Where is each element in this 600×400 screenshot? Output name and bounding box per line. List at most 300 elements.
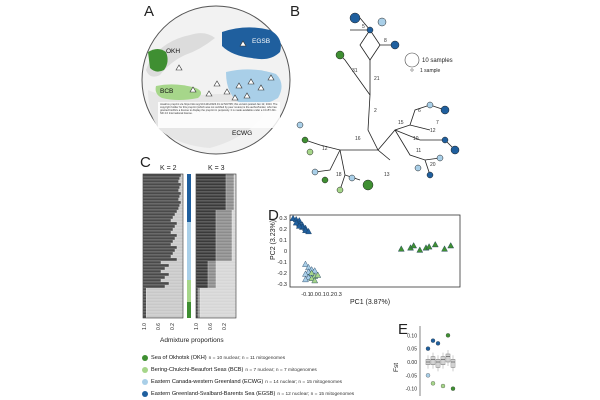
admixture-k2-bar [169, 264, 183, 267]
admixture-k3-bar [216, 225, 232, 228]
svg-text:0.2: 0.2 [222, 323, 228, 330]
admixture-k3-bar [226, 204, 234, 207]
admixture-k3-bar [208, 264, 216, 267]
fst-y-tick-label: -0.05 [405, 373, 417, 380]
admixture-k3-bar [200, 297, 236, 300]
admixture-k3-bar [200, 291, 236, 294]
admixture-k2-bar [143, 255, 171, 258]
admixture-k3-bar [208, 273, 216, 276]
admixture-k3-bar [232, 255, 236, 258]
admixture-k2-bar [143, 234, 177, 237]
admixture-k3-bar [196, 201, 226, 204]
legend-n-egsb: n = 12 nuclear; n = 15 mitogenomes [277, 391, 355, 397]
admixture-k3-bar [196, 174, 226, 177]
fst-highlight-point [446, 333, 450, 337]
admixture-k2-bar [177, 246, 183, 249]
admixture-k3-bar [216, 228, 232, 231]
admixture-k3-bar [216, 240, 232, 243]
admixture-k3-bar [216, 249, 232, 252]
admixture-k3-bar [234, 195, 236, 198]
admixture-panel [142, 165, 236, 344]
fst-highlight-point [431, 339, 435, 343]
pca-point-okh [442, 246, 448, 252]
admixture-k3-bar [216, 237, 232, 240]
admixture-k3-bar [232, 231, 236, 234]
strip-okh [187, 302, 191, 318]
svg-text:11: 11 [416, 148, 422, 154]
admixture-k3-bar [232, 240, 236, 243]
admixture-k3-bar [196, 222, 216, 225]
admixture-k2-bar [143, 315, 146, 318]
admixture-k2-bar [180, 195, 183, 198]
admixture-k3-bar [216, 276, 236, 279]
pca-point-okh [417, 247, 423, 253]
admixture-k3-bar [196, 183, 226, 186]
admixture-k3-bar [216, 273, 236, 276]
admixture-k2-bar [169, 282, 183, 285]
admixture-k3-bar [226, 186, 234, 189]
svg-text:12: 12 [430, 128, 436, 134]
admixture-k2-bar [173, 240, 183, 243]
map-attribution: JavaFox preprint via https://doi.org/10.1101/2023.01.12.523795; this version posted Jan 12, 2023. The copyright holder for this preprint (which was not certified by peer review) is the author/funder, who has granted bioRxiv a license to display the preprint in perpetuity. It is made available under a CC-BY-NC-ND 4.0 International license. [160, 103, 278, 116]
k2-title: K = 2 [160, 165, 177, 172]
admixture-k3-bar [198, 315, 200, 318]
admixture-k2-bar [143, 225, 175, 228]
svg-text:8: 8 [384, 38, 387, 44]
admixture-k3-bar [208, 267, 216, 270]
legend-dot-egsb [142, 391, 148, 397]
legend-item-ecwg [142, 376, 582, 388]
admixture-k3-bar [196, 207, 226, 210]
legend-dot-ecwg [142, 379, 148, 385]
admixture-k2-bar [171, 231, 183, 234]
admixture-k2-bar [175, 237, 183, 240]
pca-points [290, 215, 454, 283]
admixture-k2-bar [165, 285, 183, 288]
admixture-k2-bar [143, 204, 180, 207]
admixture-k3-bar [196, 282, 208, 285]
admixture-k3-bar [216, 213, 232, 216]
admixture-k2-bar [169, 273, 183, 276]
admixture-k2-bar [165, 267, 183, 270]
svg-text:1.0: 1.0 [142, 323, 148, 330]
admixture-k3-bar [232, 252, 236, 255]
admixture-k2-bar [177, 222, 183, 225]
svg-text:16: 16 [355, 136, 361, 142]
admixture-k3-bar [208, 261, 216, 264]
admixture-k3-bar [196, 225, 216, 228]
admixture-k3-bar [196, 186, 226, 189]
admixture-k2-bar [143, 174, 181, 177]
admixture-k2-bar [177, 258, 183, 261]
admixture-k3-bar [200, 303, 236, 306]
admixture-k3-bar [216, 246, 232, 249]
admixture-k2-bar [143, 309, 146, 312]
admixture-k3-bar [232, 246, 236, 249]
pca-point-okh [448, 243, 454, 249]
admixture-k3-bar [226, 180, 234, 183]
pca-point-okh [398, 246, 404, 252]
admixture-k2-bar [179, 198, 183, 201]
admixture-k3-bar [232, 234, 236, 237]
admixture-k3-bar [232, 213, 236, 216]
admixture-k3-bar [196, 258, 216, 261]
admixture-k2-bar [143, 285, 165, 288]
admixture-k3-bar [226, 183, 234, 186]
pca-x-tick-label: 0.1 [318, 292, 326, 298]
admixture-k3-bar [226, 201, 234, 204]
admixture-k2-bar [143, 258, 177, 261]
admixture-k2-bar [161, 270, 183, 273]
admixture-k2-bar [143, 183, 181, 186]
admixture-k2-bar [143, 264, 169, 267]
admixture-k3-bar [196, 276, 208, 279]
panel-label-c: C [140, 154, 151, 171]
admixture-k2-bar [143, 297, 146, 300]
admixture-k2-bar [146, 288, 183, 291]
admixture-k3-bar [196, 264, 208, 267]
admixture-k3-bar [216, 285, 236, 288]
admixture-k2-bar [181, 174, 183, 177]
admixture-k2-bar [143, 249, 175, 252]
strip-ecwg [187, 222, 191, 280]
admixture-k3-bar [196, 273, 208, 276]
k3-title: K = 3 [208, 165, 225, 172]
admixture-k3-bar [196, 267, 208, 270]
pca-y-tick-label: -0.3 [277, 282, 287, 288]
admixture-k2-bar [143, 177, 180, 180]
admixture-k3-bar [196, 261, 208, 264]
admixture-k2 [143, 174, 183, 318]
pca-x-tick-label: 0.3 [334, 292, 342, 298]
admixture-k2-bar [143, 300, 146, 303]
admixture-k3-bar [198, 303, 200, 306]
admixture-k2-bar [181, 183, 183, 186]
panel-label-e: E [398, 321, 409, 338]
admixture-k2-bar [143, 180, 179, 183]
admixture-k3-bar [196, 195, 226, 198]
admixture-k3-bar [232, 258, 236, 261]
legend-item-egsb [142, 388, 582, 400]
legend-label-egsb: Eastern Greenland-Svalbard-Barents Sea (EGSB) [151, 391, 276, 397]
admixture-k3-bar [198, 312, 200, 315]
admixture-k3-bar [216, 219, 232, 222]
legend-label-okh: Sea of Okhotsk (OKH) [151, 355, 207, 361]
admixture-k2-bar [146, 306, 183, 309]
fst-y-tick-label: 0.00 [407, 360, 417, 366]
admixture-k2-bar [143, 210, 177, 213]
map-label-ecwg: ECWG [232, 130, 253, 137]
map-label-egsb: EGSB [252, 38, 271, 45]
admixture-k2-bar [143, 270, 161, 273]
admixture-k2-bar [143, 189, 179, 192]
admixture-k2-bar [179, 180, 183, 183]
admixture-k3-bar [216, 231, 232, 234]
scale-large-label: 10 samples [422, 58, 453, 64]
pca-y-tick-label: 0 [283, 249, 287, 255]
svg-text:21: 21 [374, 76, 380, 82]
admixture-k3-bar [234, 180, 236, 183]
admixture-k3-bar [232, 243, 236, 246]
svg-text:5: 5 [362, 24, 365, 30]
admixture-k3-bar [196, 192, 226, 195]
admixture-k3-bar [200, 306, 236, 309]
admixture-k2-bar [143, 240, 173, 243]
pca-point-okh [411, 243, 417, 249]
admixture-k2-bar [180, 177, 183, 180]
admixture-k2-bar [143, 237, 175, 240]
admixture-k2-bar [179, 207, 183, 210]
admixture-k2-bar [146, 297, 183, 300]
admixture-k3-bar [200, 312, 236, 315]
map-label-okh: OKH [166, 48, 181, 55]
svg-text:31: 31 [352, 68, 358, 74]
admixture-k3-bar [234, 174, 236, 177]
legend-item-okh [142, 352, 582, 364]
admixture-k2-bar [143, 207, 179, 210]
admixture-k2-bar [175, 249, 183, 252]
admixture-k3-bar [196, 219, 216, 222]
admixture-k3-bar [196, 228, 216, 231]
svg-text:15: 15 [398, 120, 404, 126]
admixture-k3-bar [216, 267, 236, 270]
admixture-k3-bar [198, 300, 200, 303]
admixture-k2-bar [181, 192, 183, 195]
admixture-k3-bar [226, 195, 234, 198]
admixture-k2-bar [143, 306, 146, 309]
svg-text:0.6: 0.6 [156, 323, 162, 330]
admixture-k2-bar [143, 198, 179, 201]
admixture-k3-bar [198, 291, 200, 294]
fst-y-tick-label: 0.10 [407, 333, 417, 340]
admixture-k3-bar [216, 264, 236, 267]
admixture-k3-bar [232, 237, 236, 240]
admixture-k2-bar [143, 216, 173, 219]
legend [142, 352, 582, 400]
strip-bcb [187, 280, 191, 302]
admixture-k2-bar [143, 267, 165, 270]
svg-text:0.6: 0.6 [208, 323, 214, 330]
admixture-k3-bar [234, 207, 236, 210]
admixture-k3-bar [196, 252, 216, 255]
svg-text:1.0: 1.0 [194, 323, 200, 330]
admixture-k2-bar [143, 276, 165, 279]
network-scale [405, 53, 453, 74]
admixture-k2-bar [143, 243, 171, 246]
admixture-k2-bar [146, 315, 183, 318]
admixture-k3-bar [232, 219, 236, 222]
admixture-k2-bar [179, 189, 183, 192]
admixture-k3-bar [196, 204, 226, 207]
admixture-k2-bar [143, 261, 161, 264]
admixture-k3-bar [226, 198, 234, 201]
admixture-k3-bar [196, 291, 198, 294]
admixture-k2-bar [143, 282, 169, 285]
svg-text:20: 20 [430, 162, 436, 168]
admixture-k3-bar [226, 189, 234, 192]
admixture-k3-bar [216, 216, 232, 219]
admixture-k3-bar [196, 180, 226, 183]
pca-x-tick-label: 0.2 [326, 292, 334, 298]
pca-xlabel: PC1 (3.87%) [350, 299, 391, 306]
admixture-k3-bar [232, 228, 236, 231]
admixture-k2-bar [181, 201, 183, 204]
admixture-k3-bar [234, 192, 236, 195]
svg-text:0.2: 0.2 [170, 323, 176, 330]
legend-dot-okh [142, 355, 148, 361]
admixture-k3-bar [216, 261, 236, 264]
admixture-k3-bar [196, 177, 226, 180]
pca-y-tick-label: 0.1 [279, 238, 287, 244]
admixture-k2-bar [171, 243, 183, 246]
admixture-k2-bar [165, 276, 183, 279]
admixture-k3-bar [196, 312, 198, 315]
admixture-k3-bar [216, 234, 232, 237]
admixture-k2-bar [146, 294, 183, 297]
legend-label-ecwg: Eastern Canada-western Greenland (ECWG) [151, 379, 264, 385]
admixture-k3-bar [196, 246, 216, 249]
admixture-k3-bar [216, 282, 236, 285]
admixture-k3-bar [200, 294, 236, 297]
admixture-k3-bar [198, 306, 200, 309]
legend-n-ecwg: n = 14 nuclear; n = 15 mitogenomes [265, 379, 343, 385]
admixture-k2-bar [161, 279, 183, 282]
admixture-k3-bar [216, 210, 232, 213]
legend-n-okh: n = 10 nuclear; n = 11 mitogenomes [208, 355, 286, 361]
admixture-k2-bar [146, 303, 183, 306]
admixture-k2-bar [143, 201, 181, 204]
admixture-k3-bar [196, 309, 198, 312]
admixture-k2-bar [173, 252, 183, 255]
admixture-k3-bar [208, 285, 216, 288]
svg-text:12: 12 [322, 146, 328, 152]
admixture-k3-bar [208, 279, 216, 282]
admixture-k3-bar [196, 243, 216, 246]
admixture-k2-bar [143, 231, 171, 234]
admixture-k3-bar [196, 315, 198, 318]
pca-y-ticks [278, 216, 287, 288]
admixture-k3-bar [234, 186, 236, 189]
admixture-k2-bar [177, 210, 183, 213]
pca-y-tick-label: -0.1 [277, 260, 287, 266]
admixture-k2-bar [177, 234, 183, 237]
admixture-k3-bar [232, 222, 236, 225]
legend-item-bcb [142, 364, 582, 376]
admixture-k3-bar [234, 204, 236, 207]
admixture-k3-bar [196, 300, 198, 303]
admixture-k3-bar [196, 285, 208, 288]
admixture-k3-bar [196, 255, 216, 258]
admixture-k3-bar [234, 183, 236, 186]
admixture-k3-bar [232, 249, 236, 252]
admixture-k3-bar [198, 294, 200, 297]
admixture-k3-bar [196, 297, 198, 300]
admixture-k2-bar [143, 222, 177, 225]
legend-dot-bcb [142, 367, 148, 373]
legend-n-bcb: n = 7 nuclear; n = 7 mitogenomes [245, 367, 317, 373]
admixture-k3-bar [196, 189, 226, 192]
admixture-k3-bar [234, 201, 236, 204]
fst-highlight-point [426, 347, 430, 351]
admixture-k3-bar [232, 225, 236, 228]
admixture-k3-bar [200, 309, 236, 312]
admixture-k3-bar [208, 276, 216, 279]
pca-x-tick-label: -0.1 [301, 292, 311, 298]
admixture-k3-bar [226, 174, 234, 177]
admixture-k2-bar [143, 192, 181, 195]
admixture-k3-bar [234, 198, 236, 201]
pca-y-tick-label: -0.2 [277, 271, 287, 277]
admixture-k2-bar [146, 312, 183, 315]
admixture-k2-bar [143, 288, 146, 291]
admixture-k2-bar [143, 213, 175, 216]
admixture-k3-bar [226, 177, 234, 180]
fst-y-tick-label: -0.10 [405, 386, 417, 393]
admixture-k3-bar [196, 270, 208, 273]
admixture-k2-bar [143, 186, 180, 189]
admixture-k3-bar [196, 210, 216, 213]
admixture-k3-bar [216, 279, 236, 282]
admixture-k2-bar [171, 219, 183, 222]
admixture-k2-bar [143, 228, 173, 231]
admixture-k2-bar [146, 291, 183, 294]
admixture-k3-bar [198, 309, 200, 312]
admixture-k3-bar [196, 249, 216, 252]
admixture-k3-bar [216, 270, 236, 273]
panel-label-b: B [290, 3, 301, 20]
admixture-k2-bar [143, 312, 146, 315]
admixture-k3-bar [196, 213, 216, 216]
admixture-k2-bar [143, 294, 146, 297]
admixture-k2-bar [143, 303, 146, 306]
admixture-k2-bar [146, 309, 183, 312]
map-panel [142, 3, 290, 154]
admixture-k3-bar [198, 288, 200, 291]
admixture-k3-bar [232, 216, 236, 219]
admixture-xlabel: Admixture proportions [160, 337, 224, 344]
svg-text:10: 10 [413, 136, 419, 142]
admixture-k2-bar [175, 225, 183, 228]
admixture-k3-bar [234, 177, 236, 180]
admixture-k3-bar [200, 288, 236, 291]
fst-y-tick-label: 0.05 [407, 346, 417, 353]
admixture-k3-bar [196, 237, 216, 240]
admixture-k3-bar [216, 252, 232, 255]
pca-x-tick-label: 0.0 [310, 292, 318, 298]
region-okh [148, 49, 168, 72]
admixture-k2-bar [146, 300, 183, 303]
admixture-k2-bar [175, 213, 183, 216]
admixture-k3-bar [198, 297, 200, 300]
admixture-k3-bar [226, 207, 234, 210]
pca-ylabel: PC2 (3.23%) [270, 219, 277, 260]
admixture-k2-bar [143, 195, 180, 198]
network-edge-labels [322, 24, 439, 178]
strip-egsb [187, 174, 191, 222]
admixture-k2-bar [143, 279, 161, 282]
svg-text:7: 7 [436, 120, 439, 126]
admixture-k2-bar [143, 246, 177, 249]
admixture-k3-bar [234, 189, 236, 192]
admixture-k2-bar [173, 228, 183, 231]
panel-label-a: A [144, 3, 155, 20]
admixture-k3-bar [216, 222, 232, 225]
admixture-k3-bar [196, 288, 198, 291]
map-label-bcb: BCB [160, 88, 174, 95]
svg-text:2: 2 [374, 108, 377, 114]
admixture-k3-bar [196, 234, 216, 237]
svg-text:13: 13 [384, 172, 390, 178]
